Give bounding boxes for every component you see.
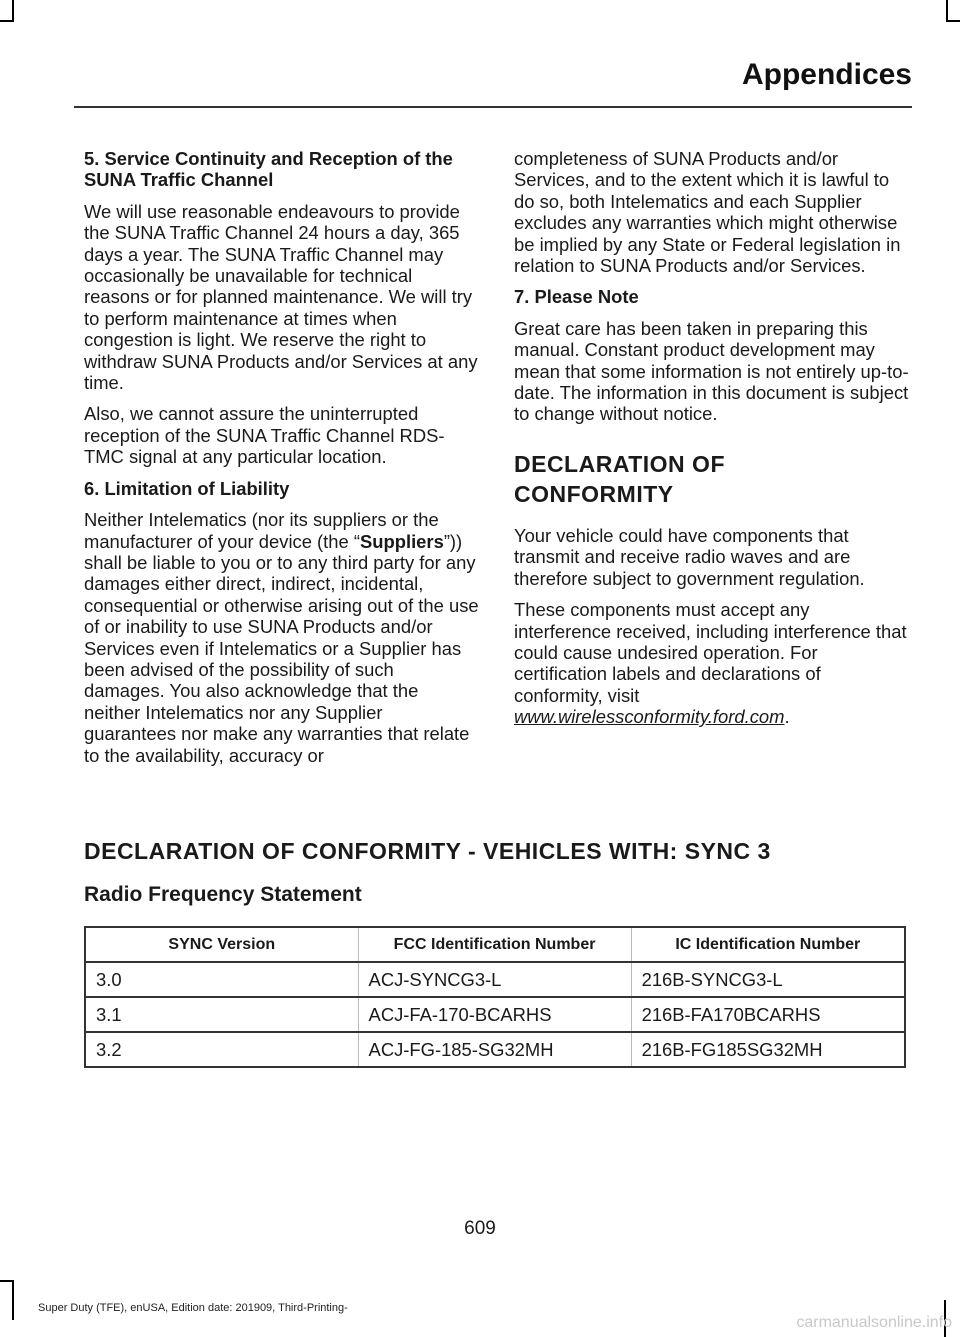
table-cell: 3.2 <box>85 1032 358 1067</box>
declaration-paragraph-1: Your vehicle could have components that transmit and receive radio waves and are therefore subject to government regulation. <box>514 524 865 589</box>
column-header-ic-id: IC Identification Number <box>631 927 905 962</box>
table-cell: 3.0 <box>85 962 358 997</box>
column-header-fcc-id: FCC Identification Number <box>358 927 631 962</box>
table-cell: 3.1 <box>85 997 358 1032</box>
crop-mark <box>946 0 948 22</box>
section-6-continuation: completeness of SUNA Products and/or Services, and to the extent which it is lawful to do so, both Intelematics and each Supplier excludes any warranties which might otherwise be implied by any State or Federal legislation in relation to SUNA Products and/or Services. <box>514 148 901 277</box>
declaration-paragraph-2-end: . <box>784 706 790 728</box>
declaration-paragraph-2-text: These components must accept any interference received, including interference that could cause undesired operation. For certification labels and declarations of conformity, visit <box>514 599 907 706</box>
radio-frequency-table <box>84 926 906 1068</box>
suppliers-term: Suppliers <box>360 530 444 552</box>
edition-footer: Super Duty (TFE), enUSA, Edition date: 201909, Third-Printing- <box>38 1302 348 1314</box>
table-row <box>85 962 905 997</box>
page-header-title: Appendices <box>741 58 912 91</box>
section-6-text-a: Neither Intelematics (nor its suppliers or the manufacturer of your device (the “ <box>84 509 439 552</box>
table-cell: ACJ-FG-185-SG32MH <box>358 1032 631 1067</box>
declaration-heading-line-2: CONFORMITY <box>514 480 674 507</box>
section-5-paragraph-2: Also, we cannot assure the uninterrupted reception of the SUNA Traffic Channel RDS-TMC signal at any particular location. <box>84 403 445 468</box>
section-6-paragraph <box>84 509 479 766</box>
wireless-conformity-link[interactable]: www.wirelessconformity.ford.com <box>514 706 785 728</box>
section-6-heading: 6. Limitation of Liability <box>84 477 290 499</box>
radio-frequency-subtitle: Radio Frequency Statement <box>84 883 362 906</box>
section-6-text-b: ”)) shall be liable to you or to any third party for any damages either direct, indirect, incidental, consequential or otherwise arising out of the use of or inability to use SUNA Products and/or Services even if Intelematics or a Supplier has been advised of the possibility of such damages. You also acknowledge that the neither Intelematics nor any Supplier guarantees nor make any warranties that relate to the availability, accuracy or <box>84 530 479 766</box>
header-divider <box>74 106 912 108</box>
site-watermark: carmanualsonline.info <box>796 1314 952 1331</box>
crop-mark <box>946 20 960 22</box>
declaration-heading <box>514 449 910 509</box>
page-number: 609 <box>464 1218 496 1239</box>
table-cell: 216B-FG185SG32MH <box>631 1032 905 1067</box>
crop-mark <box>0 1280 14 1282</box>
left-column <box>84 148 479 776</box>
column-header-sync-version: SYNC Version <box>85 927 358 962</box>
declaration-heading-line-1: DECLARATION OF <box>514 450 726 477</box>
table-row <box>85 1032 905 1067</box>
table-cell: ACJ-FA-170-BCARHS <box>358 997 631 1032</box>
table-cell: ACJ-SYNCG3-L <box>358 962 631 997</box>
table-cell: 216B-SYNCG3-L <box>631 962 905 997</box>
crop-mark <box>12 0 14 22</box>
section-5-paragraph-1: We will use reasonable endeavours to provide the SUNA Traffic Channel 24 hours a day, 365 days a year. The SUNA Traffic Channel may occasionally be unavailable for technical reasons or for planned maintenance. We will try to perform maintenance at times when congestion is light. We reserve the right to withdraw SUNA Products and/or Services at any time. <box>84 200 478 394</box>
table-cell: 216B-FA170BCARHS <box>631 997 905 1032</box>
sync3-section-title: DECLARATION OF CONFORMITY - VEHICLES WITH: SYNC 3 <box>84 838 771 864</box>
section-7-paragraph: Great care has been taken in preparing this manual. Constant product development may mean that some information is not entirely up-to-date. The information in this document is subject to change without notice. <box>514 317 909 425</box>
declaration-paragraph-2 <box>514 599 910 727</box>
crop-mark <box>12 1280 14 1320</box>
table-row <box>85 997 905 1032</box>
section-5-heading: 5. Service Continuity and Reception of the SUNA Traffic Channel <box>84 148 453 191</box>
section-7-heading: 7. Please Note <box>514 286 639 308</box>
crop-mark <box>0 20 14 22</box>
right-column <box>514 148 910 738</box>
table-header-row <box>85 927 905 962</box>
